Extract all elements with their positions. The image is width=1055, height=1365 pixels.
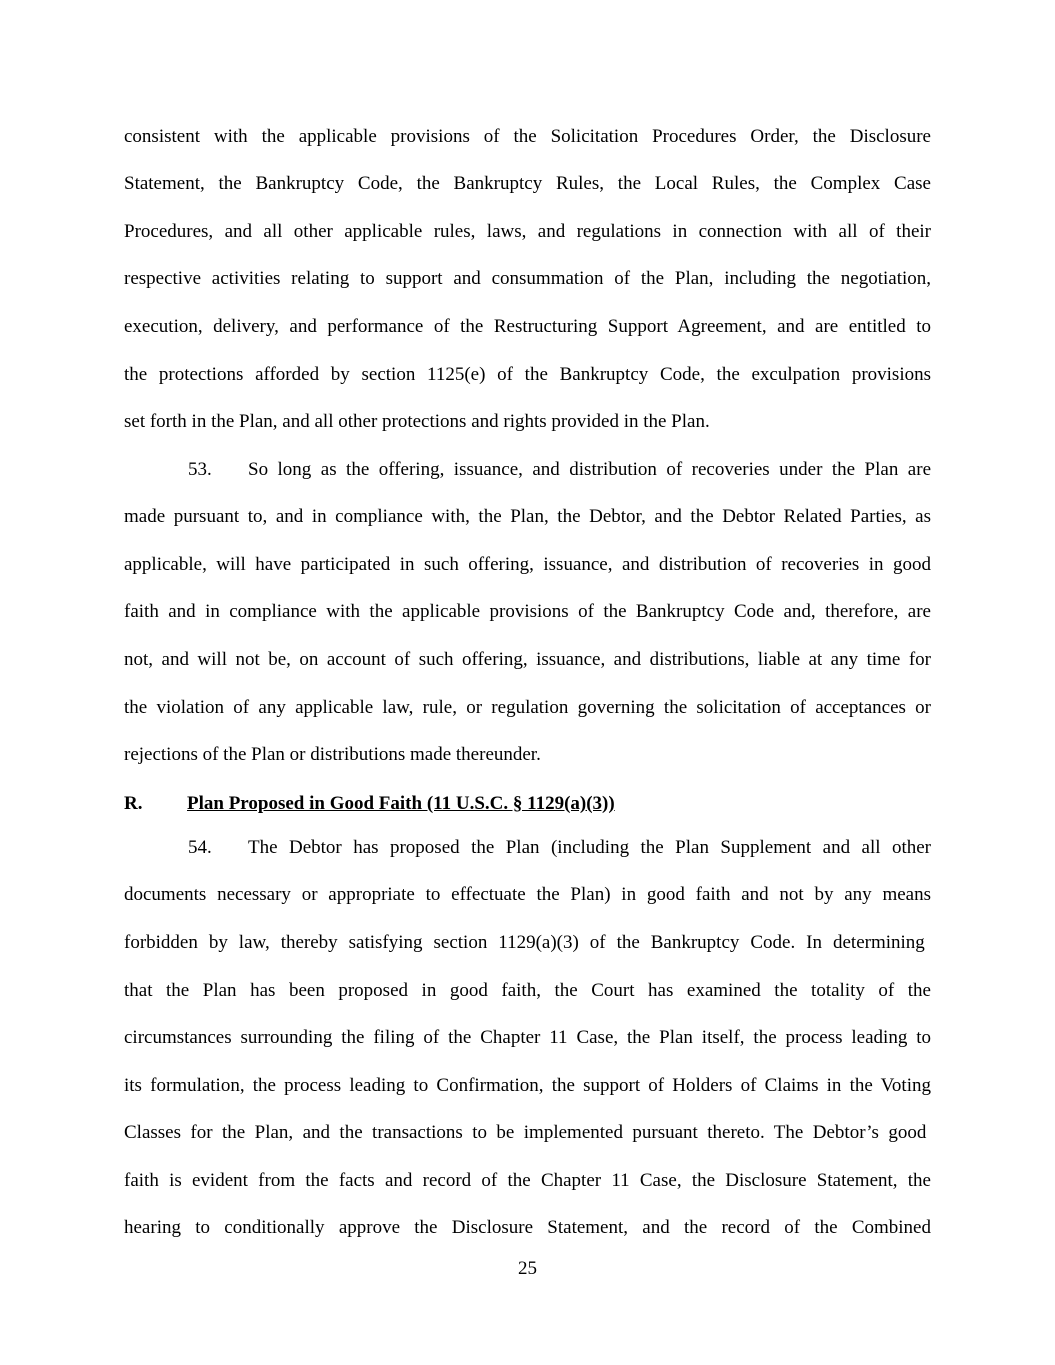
section-r-letter: R. <box>124 793 143 814</box>
paragraph-53-first-line: So long as the offering, issuance, and distribution of recoveries under the Plan are <box>248 459 931 480</box>
paragraph-54-line: that the Plan has been proposed in good faith, the Court has examined the totality of the <box>124 980 931 1001</box>
paragraph-53-line: rejections of the Plan or distributions made thereunder. <box>124 744 541 765</box>
paragraph-52-line: Procedures, and all other applicable rules, laws, and regulations in connection with all of their <box>124 221 931 242</box>
paragraph-52-line: respective activities relating to support and consummation of the Plan, including the negotiation, <box>124 268 931 289</box>
paragraph-53-line: the violation of any applicable law, rule, or regulation governing the solicitation of acceptances or <box>124 697 931 718</box>
paragraph-54-line: forbidden by law, thereby satisfying section 1129(a)(3) of the Bankruptcy Code. In determining <box>124 932 925 953</box>
paragraph-53-line: applicable, will have participated in such offering, issuance, and distribution of recoveries in good <box>124 554 931 575</box>
paragraph-52-line: execution, delivery, and performance of the Restructuring Support Agreement, and are entitled to <box>124 316 931 337</box>
paragraph-52-line: Statement, the Bankruptcy Code, the Bankruptcy Rules, the Local Rules, the Complex Case <box>124 173 931 194</box>
paragraph-54-line: Classes for the Plan, and the transactions to be implemented pursuant thereto. The Debtor’s good <box>124 1122 927 1143</box>
paragraph-54-first-line: The Debtor has proposed the Plan (including the Plan Supplement and all other <box>248 837 931 858</box>
paragraph-54-number: 54. <box>188 837 212 858</box>
paragraph-53-line: not, and will not be, on account of such offering, issuance, and distributions, liable at any time for <box>124 649 931 670</box>
paragraph-54-line: documents necessary or appropriate to effectuate the Plan) in good faith and not by any means <box>124 884 931 905</box>
paragraph-52-line: consistent with the applicable provisions of the Solicitation Procedures Order, the Disclosure <box>124 126 931 147</box>
paragraph-54-line: hearing to conditionally approve the Disclosure Statement, and the record of the Combined <box>124 1217 931 1238</box>
paragraph-53-number: 53. <box>188 459 212 480</box>
page-number: 25 <box>518 1258 537 1279</box>
paragraph-52-line: set forth in the Plan, and all other protections and rights provided in the Plan. <box>124 411 710 432</box>
paragraph-54-line: faith is evident from the facts and record of the Chapter 11 Case, the Disclosure Statement, the <box>124 1170 931 1191</box>
paragraph-52-line: the protections afforded by section 1125(e) of the Bankruptcy Code, the exculpation provisions <box>124 364 931 385</box>
paragraph-53-line: faith and in compliance with the applicable provisions of the Bankruptcy Code and, therefore, are <box>124 601 931 622</box>
paragraph-54-line: its formulation, the process leading to Confirmation, the support of Holders of Claims in the Voting <box>124 1075 931 1096</box>
paragraph-53-line: made pursuant to, and in compliance with, the Plan, the Debtor, and the Debtor Related Parties, as <box>124 506 931 527</box>
paragraph-54-line: circumstances surrounding the filing of the Chapter 11 Case, the Plan itself, the process leading to <box>124 1027 931 1048</box>
section-r-heading: Plan Proposed in Good Faith (11 U.S.C. § 1129(a)(3)) <box>187 793 615 814</box>
